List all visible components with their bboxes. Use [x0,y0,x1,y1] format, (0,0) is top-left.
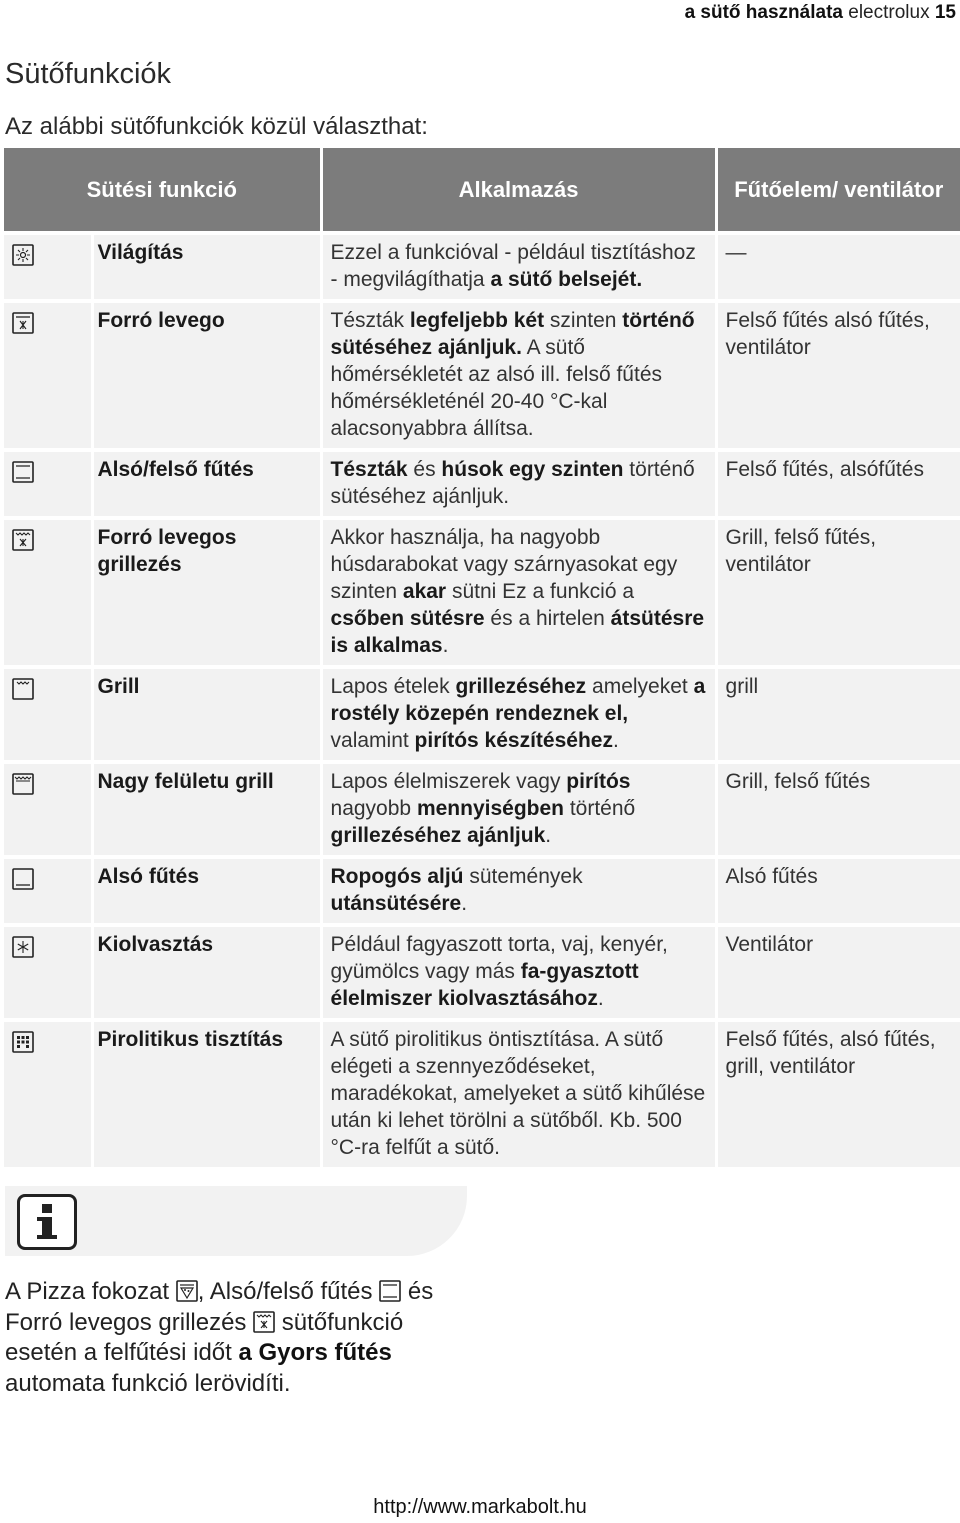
function-name: Világítás [92,233,321,301]
application-text-segment: történő [563,797,636,820]
note-text-segment: automata funkció lerövidíti. [5,1369,291,1397]
function-icon-cell [4,450,92,518]
table-header-row [4,148,960,233]
function-application [321,762,716,857]
function-name: Pirolitikus tisztítás [92,1020,321,1167]
application-text-segment: utánsütésére [330,892,462,915]
oven-functions-table [4,148,960,1167]
function-name: Grill [92,667,321,762]
application-text-segment: pirítós készítéséhez [414,729,613,752]
function-icon-cell [4,1020,92,1167]
function-application [321,1020,716,1167]
fan-grill-icon [253,1311,275,1333]
page-title: Sütőfunkciók [5,58,172,90]
application-text-segment: Tészták [330,458,408,481]
footer-url: http://www.markabolt.hu [373,1496,587,1518]
function-application [321,857,716,925]
info-icon [17,1194,77,1250]
note-text-segment: sütőfunkció esetén a felfűtési időt [5,1308,404,1366]
grill-icon [12,678,34,700]
table-row [4,1020,960,1167]
application-text-segment: és a hirtelen [484,607,611,630]
application-text-segment: Lapos ételek [330,675,456,698]
application-text-segment: . [597,987,604,1010]
section-title: a sütő használata [684,2,843,23]
application-text-segment: valamint [330,729,415,752]
function-name: Alsó/felső fűtés [92,450,321,518]
heating-element: Felső fűtés, alsó fűtés, grill, ventilátor [716,1020,960,1167]
heating-element: Grill, felső fűtés, ventilátor [716,518,960,667]
page-number: 15 [934,2,956,23]
application-text-segment: Lapos élelmiszerek vagy [330,770,567,793]
function-name: Nagy felületu grill [92,762,321,857]
application-text-segment: Ezzel a funkcióval - például tisztításhoz - megvilágíthatja [330,241,696,291]
function-icon-cell [4,667,92,762]
table-row [4,518,960,667]
application-text-segment: pirítós [566,770,631,793]
bottom-heat-icon [12,868,34,890]
application-text-segment: történő sütéséhez ajánljuk. [330,458,695,508]
function-name: Alsó fűtés [92,857,321,925]
heating-element: — [716,233,960,301]
page-subtitle: Az alábbi sütőfunkciók közül választhat: [5,113,428,140]
function-application [321,233,716,301]
application-text-segment: és [407,458,442,481]
application-text-segment: . [545,824,552,847]
application-text-segment: sütni Ez a funkció a [446,580,635,603]
application-text-segment: Ropogós aljú [330,865,464,888]
brand-name: electrolux [848,2,930,23]
application-text-segment: grillezéséhez [455,675,587,698]
function-application [321,301,716,450]
application-text-segment: legfeljebb két [409,309,545,332]
application-text-segment: Például fagyaszott torta, vaj, kenyér, gyümölcs vagy más [330,933,668,983]
function-icon-cell [4,925,92,1020]
fan-grill-icon [12,529,34,551]
application-text-segment: átsütésre is alkalmas [330,607,705,657]
table-row [4,450,960,518]
function-application [321,518,716,667]
table-row [4,301,960,450]
function-application [321,925,716,1020]
application-text-segment: . [612,729,619,752]
application-text-segment: sütemények [463,865,583,888]
table-row [4,667,960,762]
application-text-segment: A sütő pirolitikus öntisztítása. A sütő elégeti a szennyeződéseket, maradékokat, amelyeket a sütő kihűlése után ki lehet törölni a sütőből. Kb. 500 °C-ra felfűt a sütő. [330,1028,706,1159]
function-icon-cell [4,857,92,925]
table-row [4,857,960,925]
application-text-segment: . [461,892,468,915]
top-bottom-heat-icon [379,1280,401,1302]
table-row [4,925,960,1020]
application-text-segment: a rostély közepén rendeznek el, [330,675,706,725]
info-note-box [5,1186,467,1256]
large-grill-icon [12,773,34,795]
page-header [685,2,956,24]
function-name: Forró levego [92,301,321,450]
function-application [321,667,716,762]
function-application [321,450,716,518]
column-header-heating: Fűtőelem/ ventilátor [716,148,960,233]
application-text-segment: fa-gyasztott élelmiszer kiolvasztásához [330,960,639,1010]
note-text-segment: a Gyors fűtés [238,1339,392,1366]
pyrolytic-icon [12,1031,34,1053]
function-icon-cell [4,301,92,450]
function-name: Forró levegos grillezés [92,518,321,667]
heating-element: Grill, felső fűtés [716,762,960,857]
heating-element: grill [716,667,960,762]
application-text-segment: történő sütéséhez ajánljuk. [330,309,695,359]
application-text-segment: A sütő hőmérsékletét az alsó ill. felső fűtés hőmérsékleténél 20-40 °C-kal alacsonyabbra állítsa. [330,336,663,440]
application-text-segment: csőben sütésre [330,607,485,630]
info-note-text [5,1277,475,1399]
function-icon-cell [4,233,92,301]
heating-element: Felső fűtés alsó fűtés, ventilátor [716,301,960,450]
pizza-icon [176,1280,198,1302]
application-text-segment: nagyobb [330,797,417,820]
note-text-segment: A Pizza fokozat [5,1278,176,1305]
heating-element: Felső fűtés, alsófűtés [716,450,960,518]
column-header-application: Alkalmazás [321,148,716,233]
table-row [4,762,960,857]
heating-element: Alsó fűtés [716,857,960,925]
note-text-segment: , Alsó/felső fűtés [197,1278,380,1305]
application-text-segment: akar [402,580,447,603]
application-text-segment: szinten [544,309,623,332]
application-text-segment: Akkor használja, ha nagyobb húsdarabokat vagy szárnyasokat egy szinten [330,526,678,603]
application-text-segment: mennyiségben [416,797,564,820]
function-name: Kiolvasztás [92,925,321,1020]
hot-air-fan-icon [12,312,34,334]
application-text-segment: amelyeket [586,675,694,698]
column-header-function: Sütési funkció [4,148,321,233]
function-icon-cell [4,762,92,857]
application-text-segment: Tészták [330,309,410,332]
top-bottom-heat-icon [12,461,34,483]
application-text-segment: a sütő belsejét. [490,268,643,291]
application-text-segment: . [442,634,449,657]
defrost-icon [12,936,34,958]
application-text-segment: grillezéséhez ajánljuk [330,824,546,847]
application-text-segment: húsok egy szinten [441,458,624,481]
table-row [4,233,960,301]
oven-light-icon [12,244,34,266]
function-icon-cell [4,518,92,667]
heating-element: Ventilátor [716,925,960,1020]
note-text-segment: és Forró levegos grillezés [5,1278,434,1336]
